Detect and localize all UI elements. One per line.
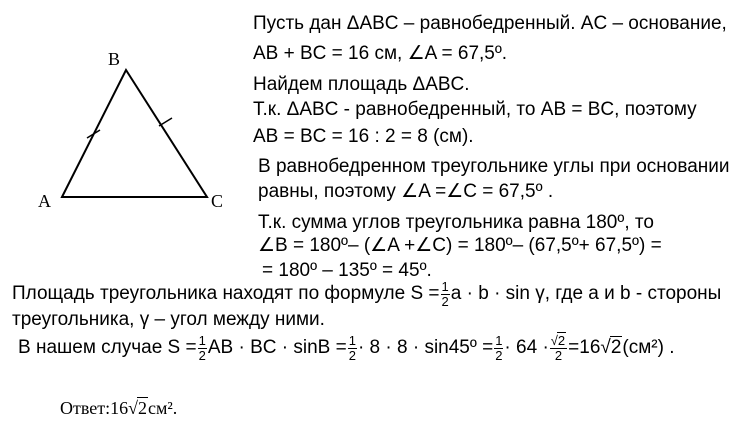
step3-line-3: = 180º – 135º = 45º. <box>262 260 432 281</box>
answer-suffix: см². <box>148 398 178 418</box>
fraction-one-half <box>348 334 357 362</box>
case-part-1: В нашем случае S = <box>18 337 197 359</box>
fraction-denominator: 2 <box>348 347 356 363</box>
fraction-denominator: 2 <box>198 347 206 363</box>
fraction-numerator: 1 <box>441 279 449 294</box>
fraction-denominator: 2 <box>554 347 563 363</box>
fraction-one-half <box>441 280 450 308</box>
fraction-one-half <box>198 334 207 362</box>
case-part-2: AB · BC · sinB = <box>207 337 347 359</box>
task-line: Найдем площадь ΔABC. <box>253 74 470 95</box>
step2-line-2: равны, поэтому ∠A =∠C = 67,5º . <box>258 181 554 202</box>
answer-line <box>60 399 177 417</box>
formula-suffix: a · b · sin γ, где a и b - стороны <box>450 283 722 305</box>
vertex-label-c: C <box>211 191 224 211</box>
sqrt-radicand: 2 <box>557 333 566 348</box>
case-part-6: (см²) . <box>622 337 675 359</box>
step1-line-1: Т.к. ΔABC - равнобедренный, то AB = BC, поэтому <box>253 99 697 120</box>
case-line <box>18 334 675 362</box>
vertex-label-a: A <box>38 191 51 211</box>
fraction-one-half <box>494 334 503 362</box>
given-line-2: AB + BC = 16 см, ∠A = 67,5º. <box>253 43 508 64</box>
fraction-numerator: 1 <box>198 333 206 348</box>
sqrt-radicand: 2 <box>610 337 622 359</box>
fraction-denominator: 2 <box>495 347 503 363</box>
fraction-numerator: √2 <box>550 333 566 348</box>
step2-line-1: В равнобедренном треугольнике углы при основании <box>258 156 730 177</box>
formula-line-2: треугольника, γ – угол между ними. <box>12 309 325 330</box>
given-line-1: Пусть дан ΔABC – равнобедренный. AC – основание, <box>253 13 727 34</box>
fraction-numerator: 1 <box>348 333 356 348</box>
formula-line-1 <box>12 280 721 308</box>
fraction-numerator: 1 <box>495 333 503 348</box>
sqrt-sign: √ <box>128 398 139 418</box>
fraction-denominator: 2 <box>441 293 449 309</box>
step1-line-2: AB = BC = 16 : 2 = 8 (см). <box>253 126 474 147</box>
tick-mark-ab <box>87 130 100 138</box>
step3-line-2: ∠B = 180º– (∠A +∠C) = 180º– (67,5º+ 67,5º) = <box>258 235 662 256</box>
triangle-abc <box>62 70 207 197</box>
tick-mark-bc <box>159 118 172 126</box>
case-part-3: · 8 · 8 · sin45º = <box>357 337 494 359</box>
answer-prefix: Ответ:16 <box>60 398 129 418</box>
case-part-5: =16 <box>568 337 601 359</box>
step3-line-1: Т.к. сумма углов треугольника равна 180º, то <box>258 212 654 233</box>
formula-prefix: Площадь треугольника находят по формуле S = <box>12 283 440 305</box>
vertex-label-b: B <box>108 49 121 69</box>
fraction-sqrt2-over-2 <box>550 334 567 362</box>
case-part-4: · 64 · <box>504 337 549 359</box>
sqrt-radicand: 2 <box>138 398 148 418</box>
sqrt-sign: √ <box>600 337 611 359</box>
